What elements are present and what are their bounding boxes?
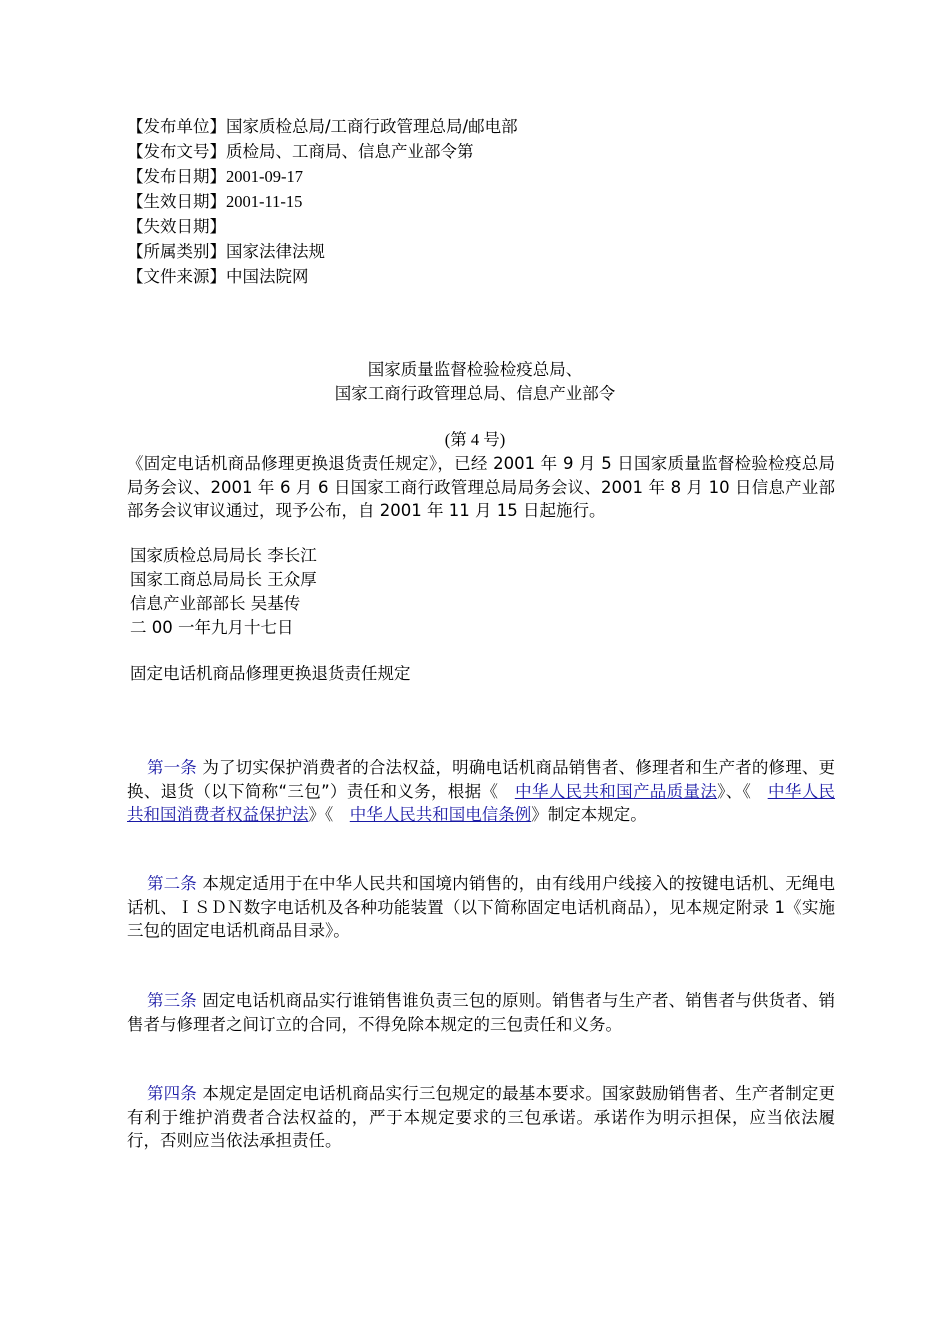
signature-date: 二 00 一年九月十七日	[130, 618, 294, 637]
article-text: 为了切实保护消费者的合法权益，明确电话机商品销售者、修理者和生产者的修理、更换、退货（以下简称“三包”）责任和义务，根据《	[127, 758, 836, 801]
meta-label: 【发布单位】	[127, 117, 226, 136]
signature-line: 信息产业部部长 吴基传	[130, 594, 301, 613]
meta-expiry-date	[127, 214, 226, 239]
meta-publish-date	[127, 164, 303, 189]
meta-effective-date	[127, 189, 302, 214]
meta-source	[127, 264, 309, 289]
article-1	[127, 756, 835, 827]
meta-label: 【失效日期】	[127, 217, 226, 236]
article-4	[127, 1082, 835, 1153]
order-number: (第 4 号)	[444, 430, 506, 449]
meta-value: 2001-09-17	[226, 167, 303, 186]
meta-category	[127, 239, 325, 264]
intro-paragraph: 《固定电话机商品修理更换退货责任规定》，已经 2001 年 9 月 5 日国家质量监督检验检疫总局局务会议、2001 年 6 月 6 日国家工商行政管理总局局务会议、2001 年 8 月 10 日信息产业部部务会议审议通过，现予公布，自 2001 年 11 月 15 日起施行。	[127, 454, 835, 520]
signature-line: 国家工商总局局长 王众厚	[130, 570, 317, 589]
article-2	[127, 872, 835, 943]
law-link-telecom-regulations[interactable]: 中华人民共和国电信条例	[349, 805, 532, 824]
issuer-line-1: 国家质量监督检验检疫总局、	[367, 360, 583, 379]
issuer-line-2: 国家工商行政管理总局、信息产业部令	[334, 384, 616, 403]
article-heading: 第四条	[147, 1084, 197, 1103]
meta-value: 质检局、工商局、信息产业部令第	[226, 142, 474, 161]
law-link-product-quality[interactable]: 中华人民共和国产品质量法	[514, 781, 718, 801]
meta-value: 2001-11-15	[226, 192, 303, 211]
meta-label: 【生效日期】	[127, 192, 226, 211]
meta-value: 国家质检总局/工商行政管理总局/邮电部	[226, 117, 518, 136]
meta-label: 【所属类别】	[127, 242, 226, 261]
meta-label: 【发布文号】	[127, 142, 226, 161]
meta-publisher	[127, 114, 518, 139]
article-text: 》制定本规定。	[531, 805, 647, 824]
article-text: 固定电话机商品实行谁销售谁负责三包的原则。销售者与生产者、销售者与供货者、销售者与修理者之间订立的合同，不得免除本规定的三包责任和义务。	[127, 991, 836, 1034]
meta-value: 国家法律法规	[226, 242, 325, 261]
article-heading: 第二条	[147, 874, 197, 893]
signature-line: 国家质检总局局长 李长江	[130, 546, 317, 565]
meta-label: 【文件来源】	[127, 267, 226, 286]
law-link-consumer-rights[interactable]: 中华人民共和国消费者权益保护法	[127, 781, 836, 824]
article-text: 本规定是固定电话机商品实行三包规定的最基本要求。国家鼓励销售者、生产者制定更有利于维护消费者合法权益的，严于本规定要求的三包承诺。承诺作为明示担保，应当依法履行，否则应当依法承担责任。	[127, 1084, 836, 1150]
meta-label: 【发布日期】	[127, 167, 226, 186]
article-text: 》《	[308, 805, 334, 824]
article-text: 》、《	[717, 781, 752, 801]
article-text: 本规定适用于在中华人民共和国境内销售的，由有线用户线接入的按键电话机、无绳电话机、ＩＳＤＮ数字电话机及各种功能装置（以下简称固定电话机商品），见本规定附录 1《实施三包的固定电话机商品目录》。	[127, 874, 836, 940]
article-heading: 第三条	[147, 991, 197, 1010]
regulation-title: 固定电话机商品修理更换退货责任规定	[130, 664, 411, 683]
meta-doc-number	[127, 139, 474, 164]
article-heading: 第一条	[147, 758, 197, 777]
article-3	[127, 989, 835, 1036]
meta-value: 中国法院网	[226, 267, 309, 286]
